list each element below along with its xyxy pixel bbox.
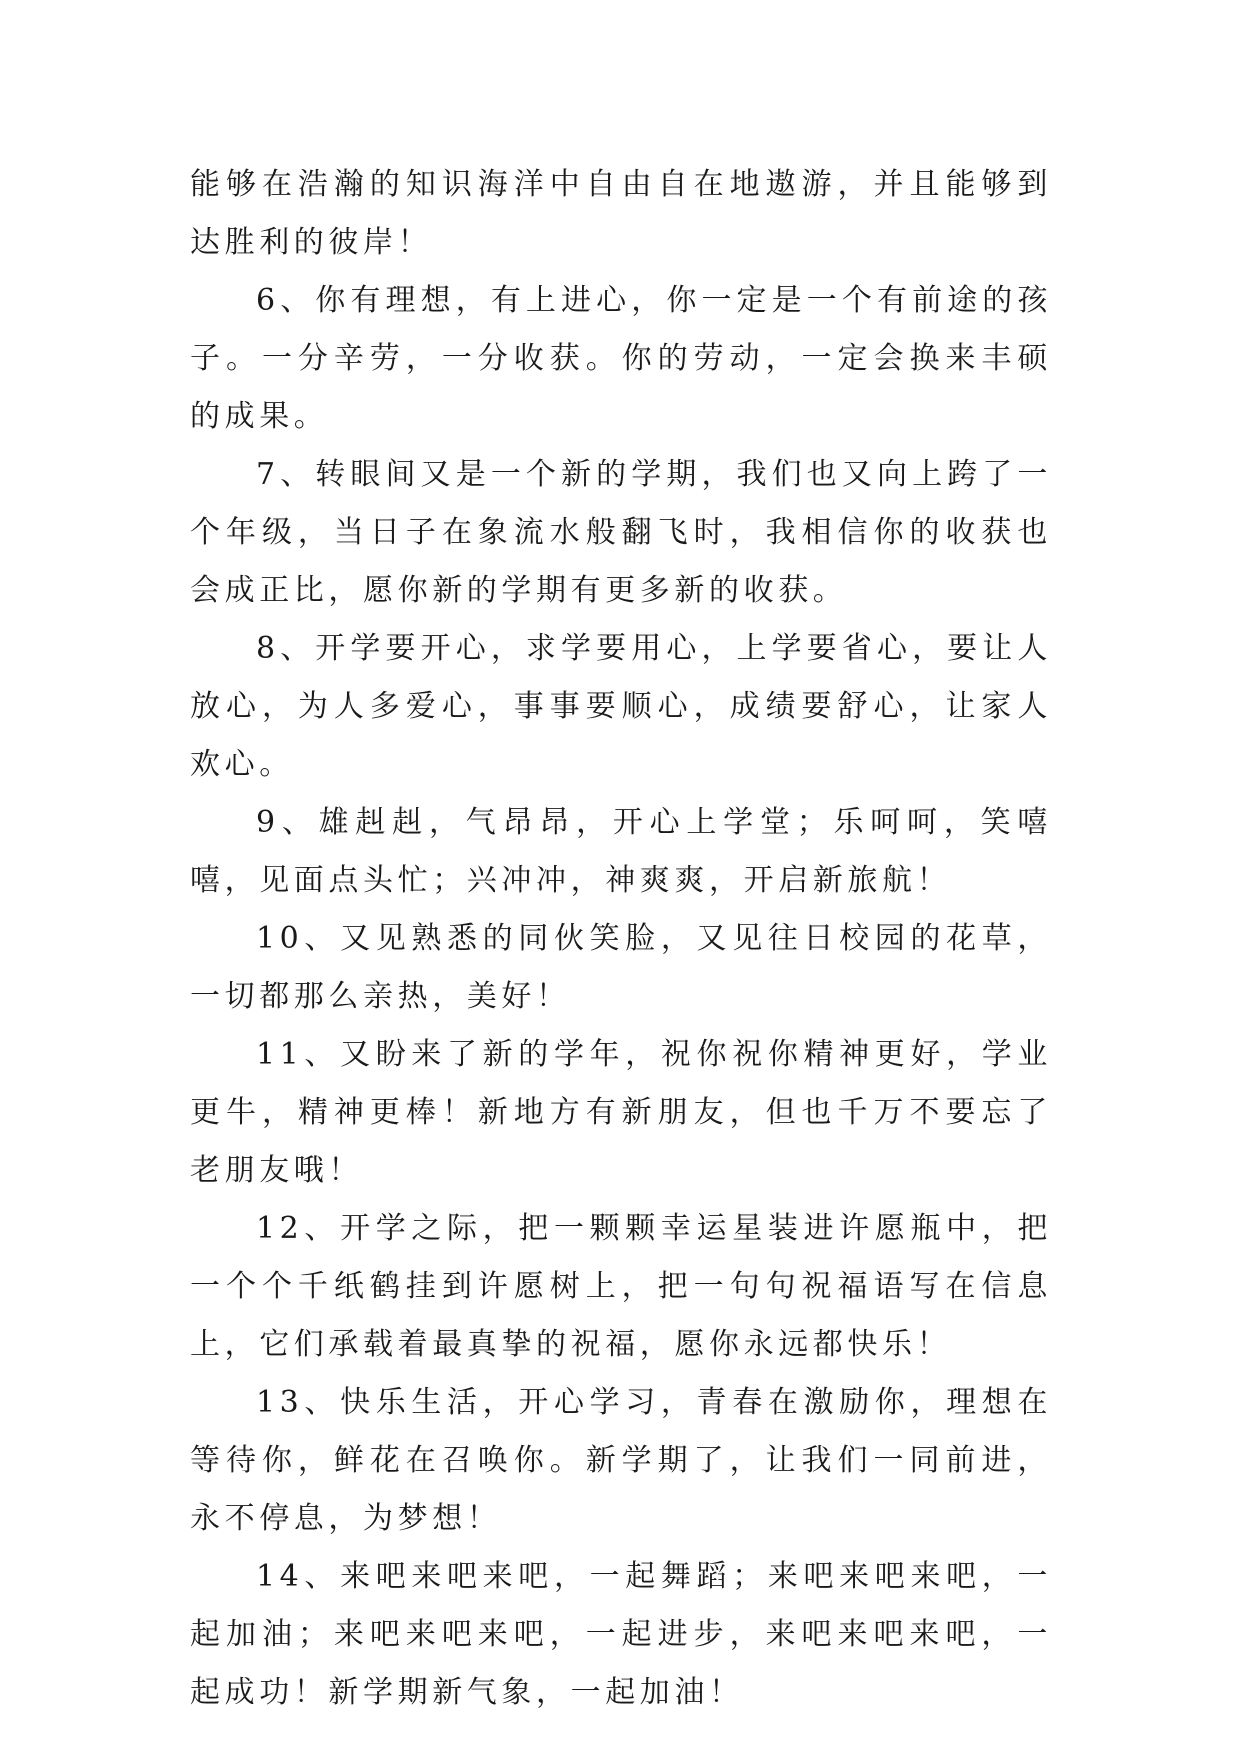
paragraph-item-10: 10、又见熟悉的同伙笑脸，又见往日校园的花草，一切都那么亲热，美好！ bbox=[190, 921, 1052, 1014]
paragraph-item-8: 8、开学要开心，求学要用心，上学要省心，要让人放心，为人多爱心，事事要顺心，成绩要舒心，让家人欢心。 bbox=[190, 631, 1052, 782]
document-body bbox=[190, 156, 1052, 1722]
paragraph-item-6: 6、你有理想，有上进心，你一定是一个有前途的孩子。一分辛劳，一分收获。你的劳动，一定会换来丰硕的成果。 bbox=[190, 283, 1052, 434]
paragraph-item-12: 12、开学之际，把一颗颗幸运星装进许愿瓶中，把一个个千纸鹤挂到许愿树上，把一句句祝福语写在信息上，它们承载着最真挚的祝福，愿你永远都快乐！ bbox=[190, 1211, 1052, 1362]
paragraph-item-7: 7、转眼间又是一个新的学期，我们也又向上跨了一个年级，当日子在象流水般翻飞时，我相信你的收获也会成正比，愿你新的学期有更多新的收获。 bbox=[190, 457, 1052, 608]
paragraph-item-11: 11、又盼来了新的学年，祝你祝你精神更好，学业更牛，精神更棒！新地方有新朋友，但也千万不要忘了老朋友哦！ bbox=[190, 1037, 1052, 1188]
paragraph-continuation: 能够在浩瀚的知识海洋中自由自在地遨游，并且能够到达胜利的彼岸！ bbox=[190, 167, 1052, 260]
paragraph-item-14: 14、来吧来吧来吧，一起舞蹈；来吧来吧来吧，一起加油；来吧来吧来吧，一起进步，来吧来吧来吧，一起成功！新学期新气象，一起加油！ bbox=[190, 1559, 1052, 1710]
paragraph-item-9: 9、雄赳赳，气昂昂，开心上学堂；乐呵呵，笑嘻嘻，见面点头忙；兴冲冲，神爽爽，开启新旅航！ bbox=[190, 805, 1052, 898]
paragraph-item-13: 13、快乐生活，开心学习，青春在激励你，理想在等待你，鲜花在召唤你。新学期了，让我们一同前进，永不停息，为梦想！ bbox=[190, 1385, 1052, 1536]
